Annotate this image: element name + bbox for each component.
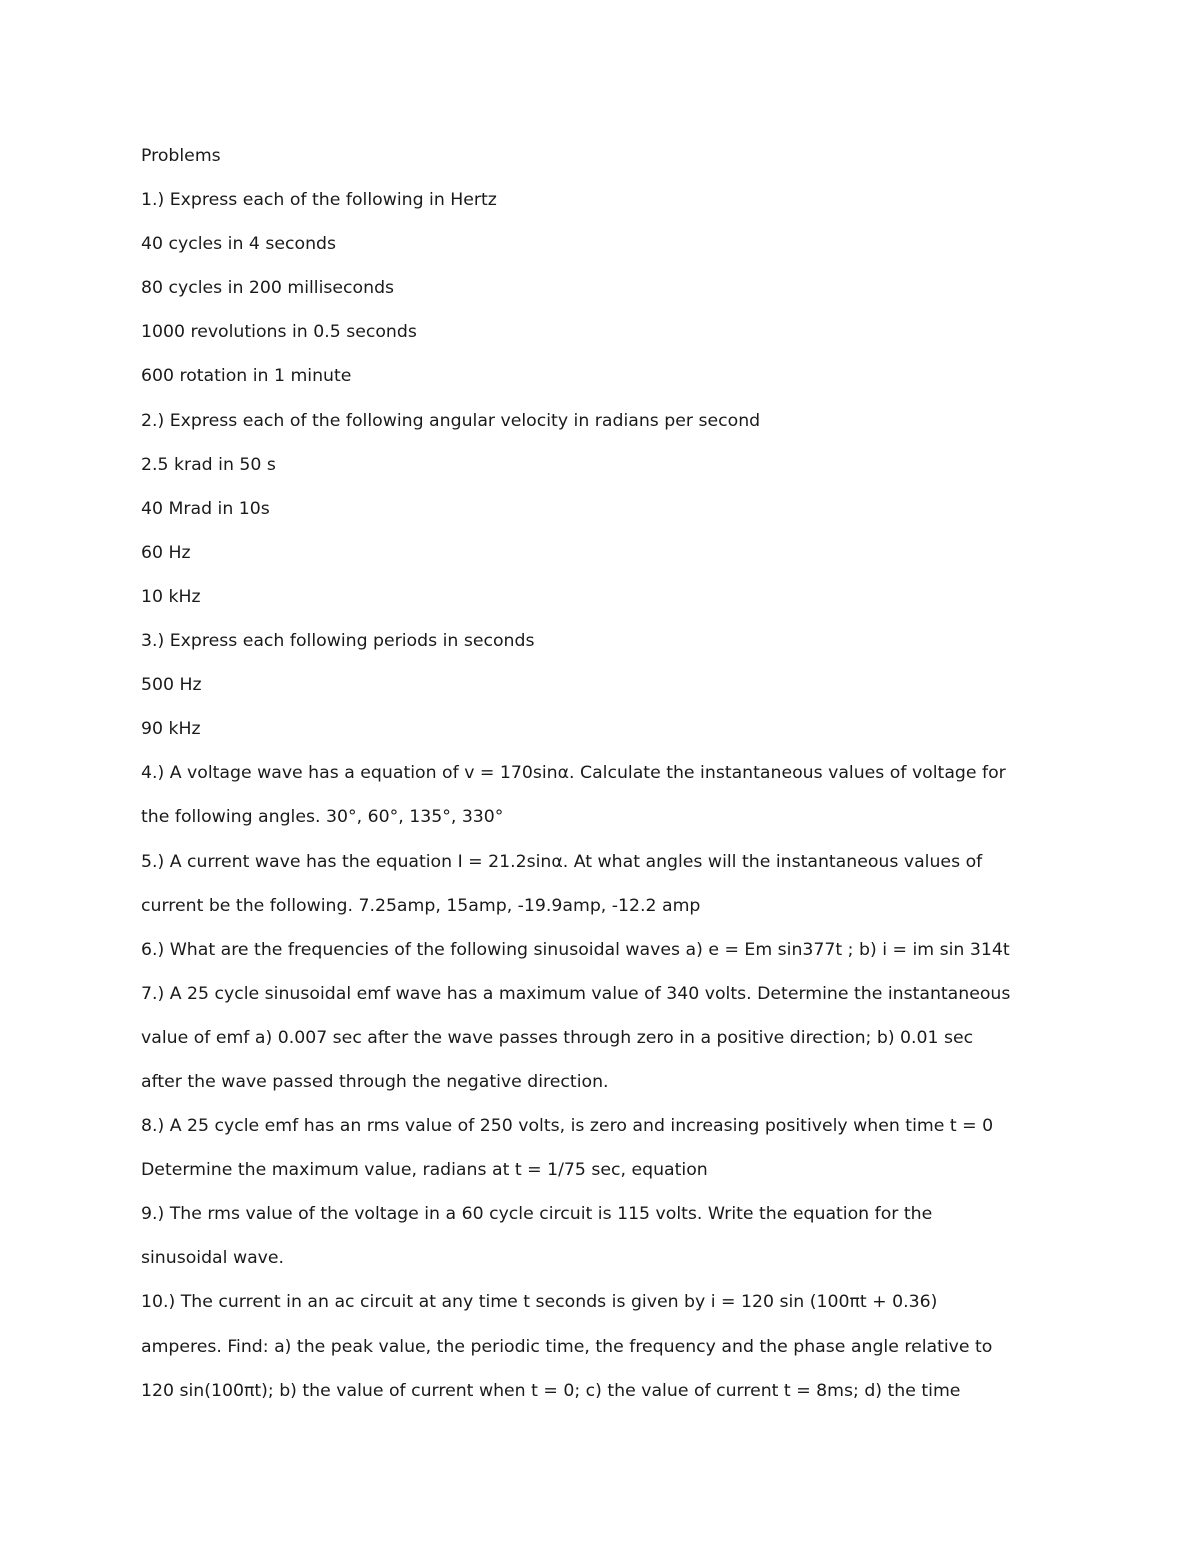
problem-8-text: Determine the maximum value, radians at t = 1/75 sec, equation — [141, 1160, 708, 1181]
problem-2-prompt: 2.) Express each of the following angular velocity in radians per second — [141, 410, 761, 431]
problem-3-prompt: 3.) Express each following periods in seconds — [141, 631, 535, 652]
problem-2-item: 60 Hz — [141, 542, 191, 563]
section-heading: Problems — [141, 146, 221, 166]
problem-1-item: 40 cycles in 4 seconds — [141, 234, 337, 255]
problem-text-block — [141, 144, 1041, 1423]
problem-9-text: 9.) The rms value of the voltage in a 60 cycle circuit is 115 volts. Write the equation for the — [141, 1204, 933, 1225]
problem-1-prompt: 1.) Express each of the following in Hertz — [141, 190, 497, 211]
problem-10-text: amperes. Find: a) the peak value, the periodic time, the frequency and the phase angle relative to — [141, 1336, 993, 1357]
problem-10-text: 10.) The current in an ac circuit at any time t seconds is given by i = 120 sin (100πt + 0.36) — [141, 1292, 938, 1313]
problem-3-item: 90 kHz — [141, 719, 201, 740]
problem-4-text: the following angles. 30°, 60°, 135°, 330° — [141, 807, 504, 828]
problem-7-text: 7.) A 25 cycle sinusoidal emf wave has a maximum value of 340 volts. Determine the instantaneous — [141, 983, 1011, 1004]
problem-7-text: after the wave passed through the negative direction. — [141, 1071, 609, 1092]
problem-1-item: 80 cycles in 200 milliseconds — [141, 278, 395, 299]
problem-5-text: current be the following. 7.25amp, 15amp, -19.9amp, -12.2 amp — [141, 895, 701, 916]
problem-9-text: sinusoidal wave. — [141, 1248, 285, 1269]
problem-2-item: 2.5 krad in 50 s — [141, 454, 276, 475]
problem-1-item: 1000 revolutions in 0.5 seconds — [141, 322, 417, 343]
problem-8-text: 8.) A 25 cycle emf has an rms value of 250 volts, is zero and increasing positively when time t = 0 — [141, 1116, 994, 1137]
problem-2-item: 40 Mrad in 10s — [141, 498, 270, 519]
problem-10-text: 120 sin(100πt); b) the value of current when t = 0; c) the value of current t = 8ms; d) the time — [141, 1380, 961, 1401]
problem-7-text: value of emf a) 0.007 sec after the wave passes through zero in a positive direction; b) 0.01 sec — [141, 1027, 974, 1048]
problem-6-text: 6.) What are the frequencies of the following sinusoidal waves a) e = Em sin377t ; b) i = im sin 314t — [141, 939, 1010, 960]
problem-1-item: 600 rotation in 1 minute — [141, 366, 352, 387]
problem-4-text: 4.) A voltage wave has a equation of v = 170sinα. Calculate the instantaneous values of voltage for — [141, 763, 1006, 784]
problem-5-text: 5.) A current wave has the equation I = 21.2sinα. At what angles will the instantaneous values of — [141, 851, 983, 872]
problem-3-item: 500 Hz — [141, 675, 202, 696]
problem-2-item: 10 kHz — [141, 586, 201, 607]
